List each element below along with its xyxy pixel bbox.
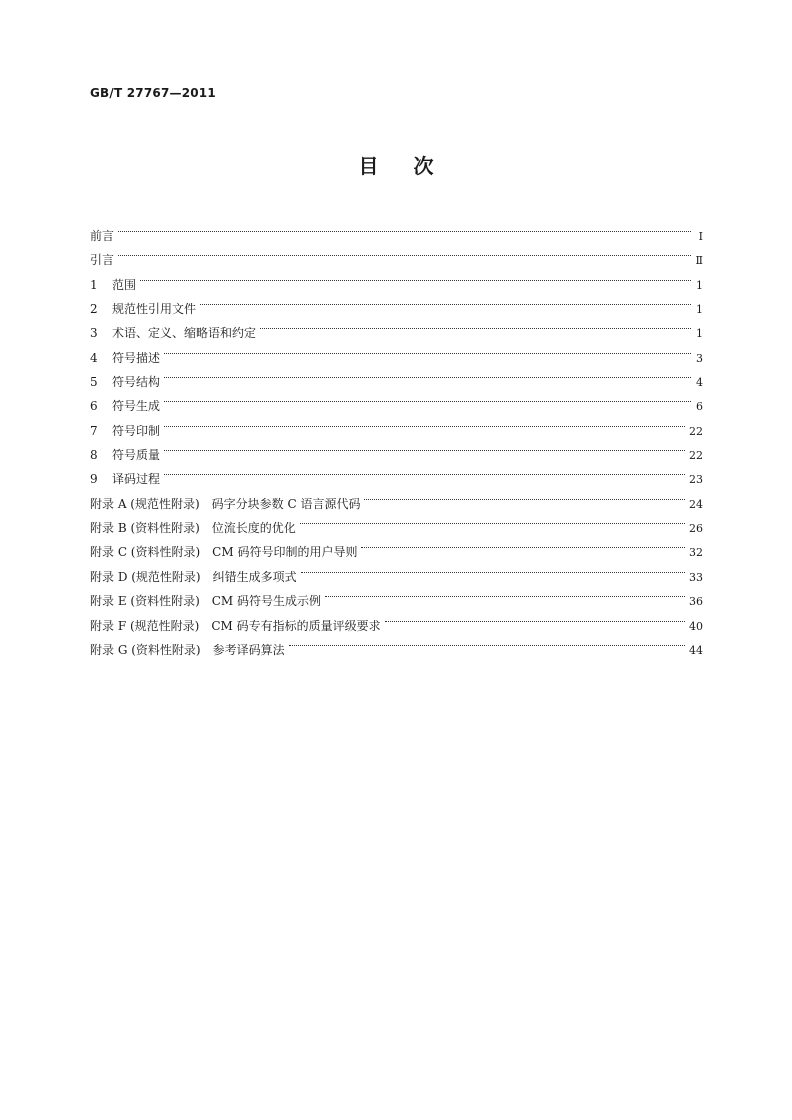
toc-dot-leader bbox=[385, 606, 685, 630]
toc-entry-page-number: Ⅱ bbox=[695, 254, 703, 268]
toc-dot-leader bbox=[289, 630, 685, 654]
toc-entry-title: 附录 A (规范性附录) 码字分块参数 C 语言源代码 bbox=[90, 496, 361, 511]
toc-entry-page-number: 22 bbox=[689, 449, 703, 463]
toc-entry-title: 术语、定义、缩略语和约定 bbox=[112, 326, 257, 341]
toc-entry[interactable] bbox=[90, 289, 703, 317]
toc-entry-title: 符号结构 bbox=[112, 375, 161, 390]
toc-entry-number: 5 bbox=[90, 375, 98, 390]
toc-entry-page-number: 3 bbox=[696, 351, 703, 365]
toc-entry-page-number: 4 bbox=[696, 376, 703, 390]
toc-entry-number: 1 bbox=[90, 277, 98, 292]
toc-entry-page-number: 44 bbox=[689, 643, 703, 657]
toc-entry-title: 引言 bbox=[90, 253, 115, 268]
toc-entry[interactable] bbox=[90, 411, 703, 438]
toc-dot-leader bbox=[301, 557, 685, 581]
toc-entry-number: 2 bbox=[90, 302, 98, 317]
toc-entry-title: 附录 E (资料性附录) CM 码符号生成示例 bbox=[90, 594, 322, 609]
toc-dot-leader bbox=[364, 484, 685, 508]
toc-dot-leader bbox=[118, 216, 691, 240]
toc-entry[interactable] bbox=[90, 435, 703, 463]
toc-entry[interactable] bbox=[90, 338, 703, 365]
toc-entry-title: 符号生成 bbox=[112, 399, 161, 414]
toc-entry-page-number: 22 bbox=[689, 424, 703, 438]
toc-entry-page-number: 36 bbox=[689, 595, 703, 609]
toc-entry-title: 译码过程 bbox=[112, 472, 161, 487]
toc-entry-title: 附录 F (规范性附录) CM 码专有指标的质量评级要求 bbox=[90, 618, 381, 633]
toc-entry-title: 附录 C (资料性附录) CM 码符号印制的用户导则 bbox=[90, 545, 358, 560]
toc-entry-number: 7 bbox=[90, 423, 98, 438]
toc-entry-number: 9 bbox=[90, 472, 98, 487]
toc-entry-title: 范围 bbox=[112, 277, 137, 292]
toc-entry-title: 附录 B (资料性附录) 位流长度的优化 bbox=[90, 521, 296, 536]
toc-entry-title: 附录 G (资料性附录) 参考译码算法 bbox=[90, 642, 285, 657]
toc-dot-leader bbox=[118, 240, 691, 264]
toc-entry-page-number: 33 bbox=[689, 570, 703, 584]
toc-entry[interactable] bbox=[90, 240, 703, 268]
toc-dot-leader bbox=[361, 532, 685, 556]
toc-entry[interactable] bbox=[90, 216, 703, 243]
toc-dot-leader bbox=[300, 508, 685, 532]
toc-entry-page-number: 1 bbox=[696, 278, 703, 292]
toc-entry-page-number: 1 bbox=[696, 303, 703, 317]
toc-entry-number: 3 bbox=[90, 326, 98, 341]
toc-entry[interactable] bbox=[90, 459, 703, 487]
toc-entry-page-number: 40 bbox=[689, 619, 703, 633]
toc-entry-title: 符号质量 bbox=[112, 448, 161, 463]
toc-dot-leader bbox=[164, 362, 691, 386]
toc-dot-leader bbox=[325, 581, 685, 605]
toc-dot-leader bbox=[164, 386, 691, 410]
toc-entry-page-number: Ⅰ bbox=[698, 230, 703, 243]
toc-entry-page-number: 24 bbox=[689, 497, 703, 511]
toc-entry-number: 6 bbox=[90, 399, 98, 414]
toc-entry-title: 符号描述 bbox=[112, 350, 161, 365]
toc-dot-leader bbox=[164, 411, 685, 435]
toc-entry-page-number: 23 bbox=[689, 473, 703, 487]
toc-entry-page-number: 6 bbox=[696, 400, 703, 414]
toc-dot-leader bbox=[200, 289, 691, 313]
toc-dot-leader bbox=[140, 265, 691, 289]
toc-entry-number: 4 bbox=[90, 350, 98, 365]
toc-entry[interactable] bbox=[90, 484, 703, 511]
toc-entry-title: 规范性引用文件 bbox=[112, 302, 197, 317]
toc-entry-title: 符号印制 bbox=[112, 423, 161, 438]
toc-dot-leader bbox=[164, 459, 685, 483]
toc-entry-title: 附录 D (规范性附录) 纠错生成多项式 bbox=[90, 569, 297, 584]
table-of-contents bbox=[90, 216, 703, 657]
toc-entry-page-number: 32 bbox=[689, 546, 703, 560]
toc-entry[interactable] bbox=[90, 386, 703, 414]
toc-entry[interactable] bbox=[90, 362, 703, 390]
page-title: 目 次 bbox=[358, 154, 434, 178]
toc-dot-leader bbox=[164, 435, 685, 459]
toc-dot-leader bbox=[164, 338, 691, 362]
toc-entry-page-number: 1 bbox=[696, 327, 703, 341]
toc-entry-title: 前言 bbox=[90, 229, 115, 243]
toc-entry[interactable] bbox=[90, 265, 703, 292]
toc-entry-number: 8 bbox=[90, 448, 98, 463]
toc-entry-page-number: 26 bbox=[689, 522, 703, 536]
toc-dot-leader bbox=[260, 313, 691, 337]
standard-code: GB/T 27767—2011 bbox=[90, 86, 216, 100]
